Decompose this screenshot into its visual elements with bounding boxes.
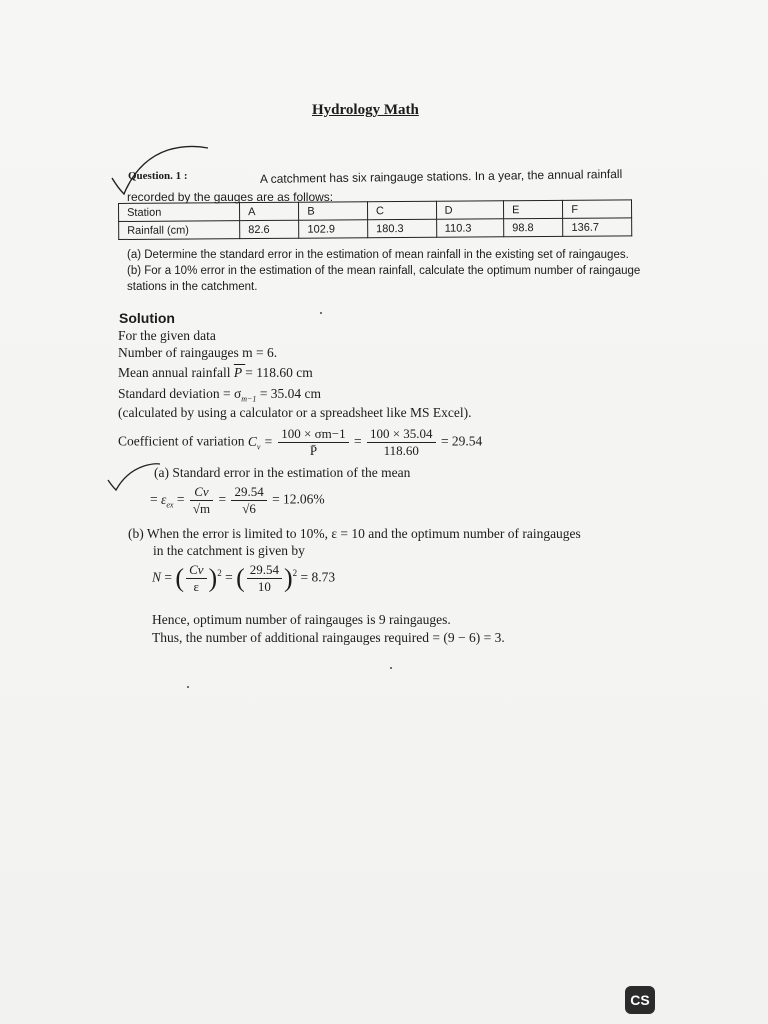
table-cell: C xyxy=(367,201,436,219)
question-text-line2: recorded by the gauges are as follows: xyxy=(127,190,334,204)
table-cell: E xyxy=(504,200,563,218)
hence-line: Hence, optimum number of raingauges is 9 raingauges. xyxy=(152,612,451,627)
solution-line: Number of raingauges m = 6. xyxy=(118,345,278,360)
sd-value: = 35.04 cm xyxy=(259,386,322,401)
table-cell: F xyxy=(563,200,632,218)
n-fraction-2: $\frac{29.54}{10}$ xyxy=(247,562,282,595)
table-cell: 180.3 xyxy=(368,219,437,237)
cv-fraction-1: $\frac{100 \times \sigma m-1}{P̄}$ xyxy=(278,426,348,459)
camscanner-logo: CS xyxy=(625,986,655,1014)
optimum-n-line: N = ( $\frac{Cv}{\varepsilon}$ )$^2$ = ( $\frac{29.54}{10}$ )$^2$ = 8.73 xyxy=(152,562,336,594)
standard-error-line: = $\varepsilon_{ex}$ = $\frac{Cv}{√m}$ = $\frac{29.54}{√6}$ = 12.06% xyxy=(150,484,325,516)
se-fraction-2: $\frac{29.54}{√6}$ xyxy=(231,484,266,517)
table-cell: B xyxy=(299,202,368,220)
cv-result: = 29.54 xyxy=(440,433,483,449)
question-label: Question. 1 : xyxy=(128,170,188,182)
se-result: = 12.06% xyxy=(272,491,325,507)
table-cell: 82.6 xyxy=(240,220,299,238)
scan-speck xyxy=(390,667,392,669)
cv-label: Coefficient of variation xyxy=(118,433,245,449)
part-a-label: (a) Standard error in the estimation of the mean xyxy=(154,465,411,480)
table-cell: 110.3 xyxy=(436,219,504,237)
table-row xyxy=(119,218,632,240)
table-row-header: Rainfall (cm) xyxy=(119,221,240,240)
scan-speck xyxy=(187,686,189,688)
n-fraction-1: $\frac{Cv}{\varepsilon}$ xyxy=(186,562,206,595)
cv-line: Coefficient of variation $C_v$ = $\frac{100 \times \sigma m-1}{P̄}$ = $\frac{100 \times 35.04}{118.60}$ = 29.54 xyxy=(118,426,483,458)
question-text-line1: A catchment has six raingauge stations. In a year, the annual rainfall xyxy=(259,166,623,186)
table-cell: 136.7 xyxy=(563,218,632,236)
solution-line: For the given data xyxy=(118,328,216,343)
rainfall-table xyxy=(118,199,632,240)
cv-fraction-2: $\frac{100 \times 35.04}{118.60}$ xyxy=(367,426,436,459)
mean-rainfall-line: Mean annual rainfall P = 118.60 cm xyxy=(118,365,313,380)
n-result: = 8.73 xyxy=(300,569,336,585)
part-b-line2: in the catchment is given by xyxy=(153,543,305,558)
question-part-a: (a) Determine the standard error in the estimation of mean rainfall in the existing set of raingauges. xyxy=(127,249,629,261)
question-part-b-line1: (b) For a 10% error in the estimation of the mean rainfall, calculate the optimum number of raingauge xyxy=(127,265,641,277)
table-row-header: Station xyxy=(119,203,240,222)
se-fraction-1: $\frac{Cv}{√m}$ xyxy=(190,484,213,517)
question-part-b-line2: stations in the catchment. xyxy=(127,281,258,293)
part-b-line1: (b) When the error is limited to 10%, ε = 10 and the optimum number of raingauges xyxy=(128,526,581,541)
table-cell: D xyxy=(436,201,504,219)
thus-line: Thus, the number of additional raingauges required = (9 − 6) = 3. xyxy=(152,630,505,645)
scan-speck xyxy=(320,312,322,314)
calc-note: (calculated by using a calculator or a spreadsheet like MS Excel). xyxy=(118,405,472,420)
mean-value: = 118.60 cm xyxy=(245,365,313,380)
table-cell: 102.9 xyxy=(299,220,368,238)
std-dev-line: Standard deviation = $\sigma_{m-1} = 35.04$ cm xyxy=(118,386,322,404)
table-cell: 98.8 xyxy=(504,218,563,236)
solution-heading: Solution xyxy=(119,310,175,326)
page-title: Hydrology Math xyxy=(312,102,419,118)
mean-label: Mean annual rainfall xyxy=(118,365,231,380)
sd-label: Standard deviation = xyxy=(118,386,231,401)
table-cell: A xyxy=(240,202,299,220)
